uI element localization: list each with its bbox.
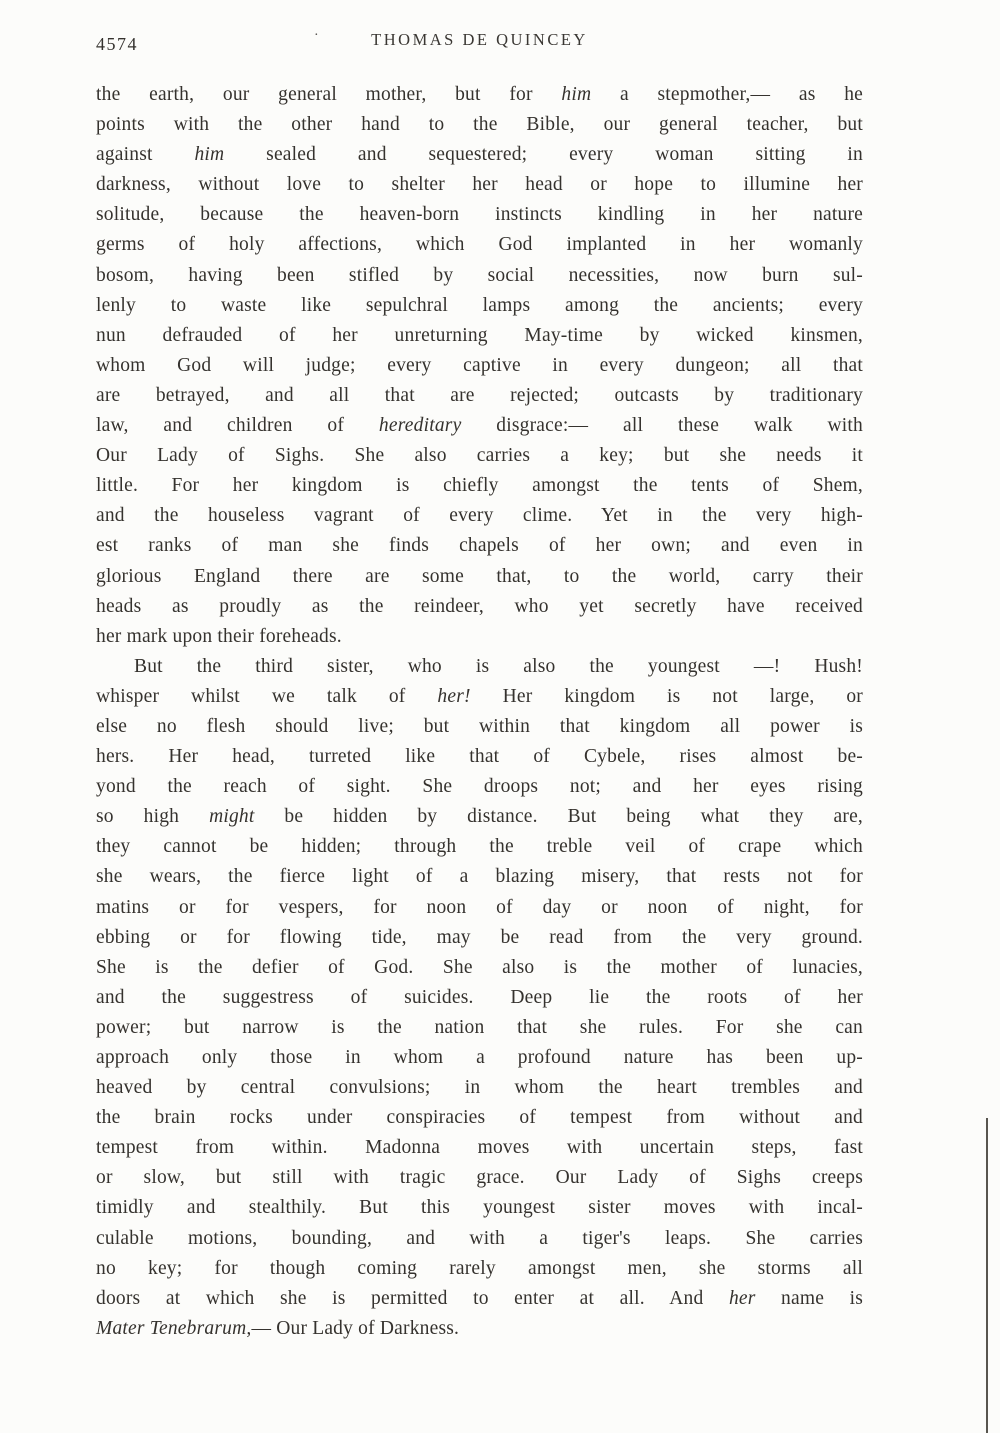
text-segment: heads as proudly as the reindeer, who yet secretly have received	[96, 595, 863, 617]
text-segment: no key; for though coming rarely amongst men, she storms all	[96, 1257, 863, 1279]
text-line	[96, 592, 863, 622]
text-line	[96, 742, 863, 772]
italic-text: Mater Tenebrarum,	[96, 1317, 252, 1339]
text-segment: be hidden by distance. But being what they are,	[254, 806, 863, 828]
text-segment: Our Lady of Sighs. She also carries a key; but she needs it	[96, 445, 863, 467]
text-segment: law, and children of	[96, 415, 379, 437]
text-segment: heaved by central convulsions; in whom the heart trembles and	[96, 1077, 863, 1099]
text-line	[96, 471, 863, 501]
italic-text: her!	[437, 685, 471, 707]
text-line	[96, 862, 863, 892]
text-line	[96, 712, 863, 742]
text-segment: culable motions, bounding, and with a tiger's leaps. She carries	[96, 1227, 863, 1249]
text-segment: timidly and stealthily. But this youngest sister moves with incal-	[96, 1197, 863, 1219]
text-line	[96, 261, 863, 291]
text-segment: She is the defier of God. She also is the mother of lunacies,	[96, 956, 863, 978]
text-line	[96, 531, 863, 561]
text-line	[96, 200, 863, 230]
text-segment: disgrace:— all these walk with	[461, 415, 863, 437]
text-segment: approach only those in whom a profound nature has been up-	[96, 1047, 863, 1068]
text-line	[96, 411, 863, 441]
text-segment: the earth, our general mother, but for	[96, 84, 562, 105]
text-segment: a stepmother,— as he	[591, 84, 864, 105]
page-number: 4574	[96, 34, 138, 54]
text-line	[96, 351, 863, 381]
text-segment: the brain rocks under conspiracies of tempest from without and	[96, 1107, 863, 1129]
text-line	[96, 1073, 863, 1103]
italic-text: might	[209, 806, 255, 828]
italic-text: him	[561, 84, 592, 105]
text-segment: she wears, the fierce light of a blazing misery, that rests not for	[96, 866, 863, 888]
text-line	[96, 80, 863, 110]
text-segment: nun defrauded of her unreturning May-time by wicked kinsmen,	[96, 324, 863, 346]
text-segment: so high	[96, 806, 210, 828]
italic-text: her	[728, 1287, 756, 1309]
text-line	[96, 140, 863, 170]
text-segment: sealed and sequestered; every woman sitting in	[224, 144, 863, 166]
text-segment: her mark upon their foreheads.	[96, 625, 342, 647]
text-segment: else no flesh should live; but within that kingdom all power is	[96, 715, 863, 737]
text-segment: — Our Lady of Darkness.	[251, 1317, 460, 1339]
text-line	[96, 170, 863, 200]
text-line	[96, 1284, 863, 1314]
text-segment: est ranks of man she finds chapels of her own; and even in	[96, 535, 863, 557]
text-segment: they cannot be hidden; through the treble veil of crape which	[96, 836, 863, 858]
text-segment: germs of holy affections, which God implanted in her womanly	[96, 234, 863, 256]
text-segment: little. For her kingdom is chiefly amongst the tents of Shem,	[96, 475, 863, 497]
italic-text: hereditary	[378, 415, 462, 437]
text-line	[96, 923, 863, 953]
text-segment: are betrayed, and all that are rejected; outcasts by traditionary	[96, 384, 863, 406]
text-segment: solitude, because the heaven-born instincts kindling in her nature	[96, 204, 863, 226]
text-segment: ebbing or for flowing tide, may be read from the very ground.	[96, 926, 863, 948]
text-segment: and the houseless vagrant of every clime. Yet in the very high-	[96, 505, 863, 527]
text-line	[96, 1224, 863, 1254]
text-segment: yond the reach of sight. She droops not; and her eyes rising	[96, 776, 863, 798]
text-segment: whisper whilst we talk of	[96, 685, 438, 707]
running-title: THOMAS DE QUINCEY	[371, 30, 588, 49]
text-segment: glorious England there are some that, to the world, carry their	[96, 565, 863, 587]
text-line	[96, 652, 863, 682]
text-line	[96, 1193, 863, 1223]
text-segment: and the suggestress of suicides. Deep lie the roots of her	[96, 986, 863, 1008]
text-line	[96, 983, 863, 1013]
italic-text: him	[194, 144, 225, 166]
text-line	[96, 441, 863, 471]
text-line	[96, 1163, 863, 1193]
text-segment: hers. Her head, turreted like that of Cybele, rises almost be-	[96, 746, 863, 768]
text-line	[96, 562, 863, 592]
scan-artifact-line	[986, 1118, 988, 1433]
text-line	[96, 1043, 863, 1073]
text-line	[96, 893, 863, 923]
text-line	[96, 622, 863, 652]
text-segment: or slow, but still with tragic grace. Our Lady of Sighs creeps	[96, 1167, 863, 1189]
text-line	[96, 772, 863, 802]
text-segment: points with the other hand to the Bible, our general teacher, but	[96, 114, 863, 136]
separator-dot: ·	[314, 28, 319, 43]
text-line	[96, 381, 863, 411]
text-line	[96, 682, 863, 712]
text-line	[96, 1314, 863, 1344]
text-segment: bosom, having been stifled by social necessities, now burn sul-	[96, 264, 863, 286]
text-line	[96, 953, 863, 983]
text-line	[96, 501, 863, 531]
text-segment: doors at which she is permitted to enter at all. And	[96, 1287, 729, 1309]
text-segment: matins or for vespers, for noon of day or noon of night, for	[96, 896, 863, 918]
text-line	[96, 832, 863, 862]
text-line	[96, 110, 863, 140]
text-segment: whom God will judge; every captive in every dungeon; all that	[96, 354, 863, 376]
text-segment: tempest from within. Madonna moves with uncertain steps, fast	[96, 1137, 863, 1159]
text-line	[96, 291, 863, 321]
paragraph	[96, 652, 863, 1344]
text-line	[96, 1013, 863, 1043]
text-segment: power; but narrow is the nation that she rules. For she can	[96, 1016, 863, 1038]
text-segment: against	[96, 144, 195, 166]
text-line	[96, 230, 863, 260]
text-line	[96, 1103, 863, 1133]
paragraph	[96, 80, 863, 652]
text-line	[96, 1133, 863, 1163]
page-header	[96, 28, 863, 54]
text-line	[96, 321, 863, 351]
text-segment: But the third sister, who is also the youngest —! Hush!	[134, 655, 863, 677]
text-block	[96, 80, 863, 1344]
text-segment: name is	[755, 1287, 863, 1309]
text-segment: Her kingdom is not large, or	[470, 685, 864, 707]
text-segment: lenly to waste like sepulchral lamps among the ancients; every	[96, 294, 863, 316]
text-segment: darkness, without love to shelter her head or hope to illumine her	[96, 174, 863, 196]
text-line	[96, 1254, 863, 1284]
text-line	[96, 802, 863, 832]
